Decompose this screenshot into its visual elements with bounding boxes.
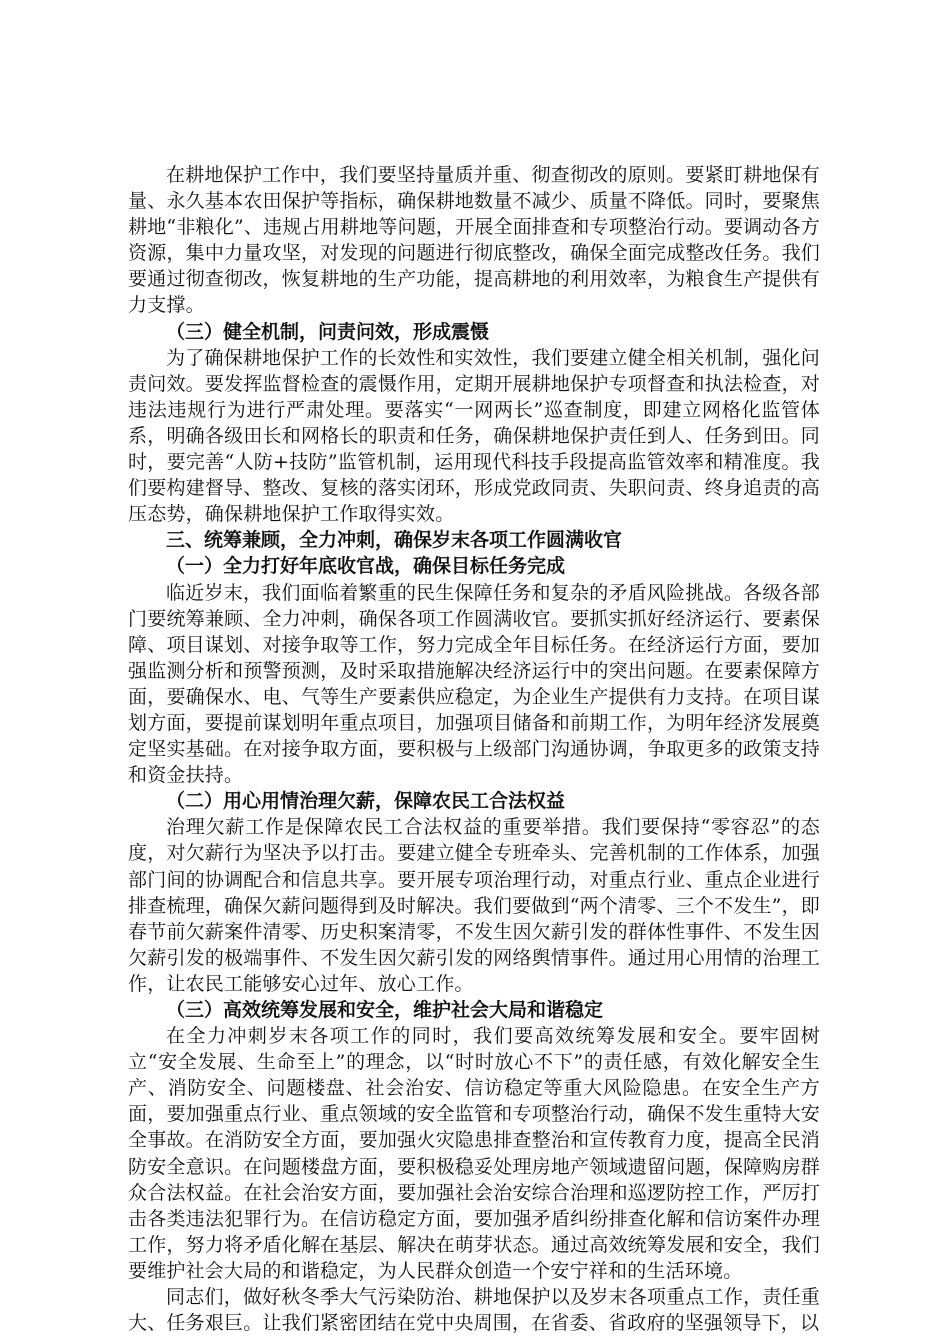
heading-year-end-tasks: （一）全力打好年底收官战，确保目标任务完成 bbox=[166, 555, 566, 578]
paragraph-mechanism-accountability: 为了确保耕地保护工作的长效性和实效性，我们要建立健全相关机制，强化问责问效。要发挥监督检查的震慑作用，定期开展耕地保护专项督查和执法检查，对违法违规行为进行严肃处理。要落实“一网两长”巡查制度，即建立网格化监管体系，明确各级田长和网格长的职责和任务，确保耕地保护责任到人、任务到田。同时，要完善“人防+技防”监管机制，运用现代科技手段提高监管效率和精准度。我们要构建督导、整改、复核的落实闭环，形成党政同责、失职问责、终身追责的高压态势，确保耕地保护工作取得实效。 bbox=[128, 346, 820, 526]
heading-mechanism-accountability: （三）健全机制，问责问效，形成震慑 bbox=[166, 320, 490, 343]
heading-section-three: 三、统筹兼顾，全力冲刺，确保岁末各项工作圆满收官 bbox=[166, 529, 623, 552]
document-body bbox=[128, 162, 820, 1336]
paragraph-wage-arrears: 治理欠薪工作是保障农民工合法权益的重要举措。我们要保持“零容忍”的态度，对欠薪行为坚决予以打击。要建立健全专班牵头、完善机制的工作体系，加强部门间的协调配合和信息共享。要开展专项治理行动，对重点行业、重点企业进行排查梳理，确保欠薪问题得到及时解决。我们要做到“两个清零、三个不发生”，即春节前欠薪案件清零、历史积案清零，不发生因欠薪引发的群体性事件、不发生因欠薪引发的极端事件、不发生因欠薪引发的网络舆情事件。通过用心用情的治理工作，让农民工能够安心过年、放心工作。 bbox=[128, 816, 820, 995]
paragraph-development-security: 在全力冲刺岁末各项工作的同时，我们要高效统筹发展和安全。要牢固树立“安全发展、生命至上”的理念，以“时时放心不下”的责任感，有效化解安全生产、消防安全、问题楼盘、社会治安、信访稳定等重大风险隐患。在安全生产方面，要加强重点行业、重点领域的安全监管和专项整治行动，确保不发生重特大安全事故。在消防安全方面，要加强火灾隐患排查整治和宣传教育力度，提高全民消防安全意识。在问题楼盘方面，要积极稳妥处理房地产领域遗留问题，保障购房群众合法权益。在社会治安方面，要加强社会治安综合治理和巡逻防控工作，严厉打击各类违法犯罪行为。在信访稳定方面，要加强矛盾纠纷排查化解和信访案件办理工作，努力将矛盾化解在基层、解决在萌芽状态。通过高效统筹发展和安全，我们要维护社会大局的和谐稳定，为人民群众创造一个安宁祥和的生活环境。 bbox=[128, 1025, 820, 1282]
paragraph-farmland-rectification: 在耕地保护工作中，我们要坚持量质并重、彻查彻改的原则。要紧盯耕地保有量、永久基本农田保护等指标，确保耕地数量不减少、质量不降低。同时，要聚焦耕地“非粮化”、违规占用耕地等问题，开展全面排查和专项整治行动。要调动各方资源，集中力量攻坚，对发现的问题进行彻底整改，确保全面完成整改任务。我们要通过彻查彻改，恢复耕地的生产功能，提高耕地的利用效率，为粮食生产提供有力支撑。 bbox=[128, 164, 820, 317]
heading-development-security: （三）高效统筹发展和安全，维护社会大局和谐稳定 bbox=[166, 999, 604, 1021]
paragraph-year-end-tasks: 临近岁末，我们面临着繁重的民生保障任务和复杂的矛盾风险挑战。各级各部门要统筹兼顾、全力冲刺，确保各项工作圆满收官。要抓实抓好经济运行、要素保障、项目谋划、对接争取等工作，努力完成全年目标任务。在经济运行方面，要加强监测分析和预警预测，及时采取措施解决经济运行中的突出问题。在要素保障方面，要确保水、电、气等生产要素供应稳定，为企业生产提供有力支持。在项目谋划方面，要提前谋划明年重点项目，加强项目储备和前期工作，为明年经济发展奠定坚实基础。在对接争取方面，要积极与上级部门沟通协调，争取更多的政策支持和资金扶持。 bbox=[128, 581, 820, 787]
paragraph-closing: 同志们，做好秋冬季大气污染防治、耕地保护以及岁末各项重点工作，责任重大、任务艰巨。让我们紧密团结在党中央周围，在省委、省政府的坚强领导下，以 bbox=[128, 1286, 820, 1335]
heading-wage-arrears: （二）用心用情治理欠薪，保障农民工合法权益 bbox=[166, 790, 566, 813]
